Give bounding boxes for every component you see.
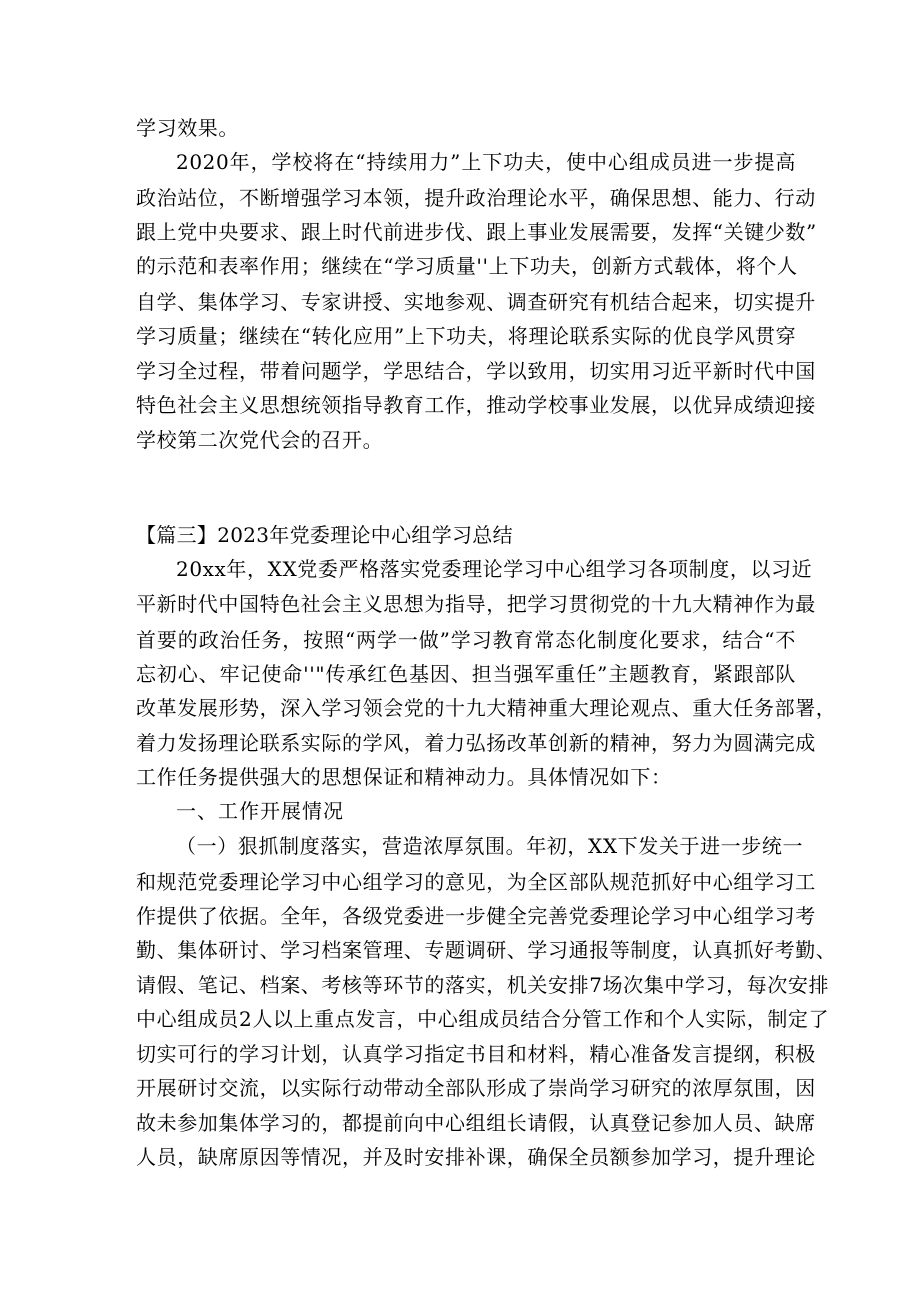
paragraph-3-line: 首要的政治任务，按照“两学一做”学习教育常态化制度化要求，结合“不: [136, 628, 796, 652]
paragraph-4-line: 和规范党委理论学习中心组学习的意见，为全区部队规范抓好中心组学习工: [136, 870, 816, 894]
paragraph-4-line: 开展研讨交流，以实际行动带动全部队形成了崇尚学习研究的浓厚氛围，因: [136, 1076, 816, 1100]
paragraph-3-line: 平新时代中国特色社会主义思想为指导，把学习贯彻党的十九大精神作为最: [136, 592, 816, 616]
paragraph-2-line: 自学、集体学习、专家讲授、实地参观、调查研究有机结合起来，切实提升: [136, 290, 816, 314]
section-subheading: 一、工作开展情况: [176, 799, 344, 823]
paragraph-2-line: 的示范和表率作用；继续在“学习质量''上下功夫，创新方式载体，将个人: [136, 254, 798, 278]
paragraph-2-line: 学校第二次党代会的召开。: [136, 428, 384, 452]
paragraph-4-line: 作提供了依据。全年，各级党委进一步健全完善党委理论学习中心组学习考: [136, 904, 816, 928]
paragraph-3-line: 改革发展形势，深入学习领会党的十九大精神重大理论观点、重大任务部署，: [136, 696, 837, 720]
paragraph-4-line: （一）狠抓制度落实，营造浓厚氛围。年初，XX下发关于进一步统一: [176, 834, 804, 858]
paragraph-3-line: 忘初心、牢记使命''"传承红色基因、担当强军重任”主题教育，紧跟部队: [136, 662, 796, 686]
paragraph-4-line: 请假、笔记、档案、考核等环节的落实，机关安排7场次集中学习，每次安排: [136, 973, 830, 997]
paragraph-3-line: 着力发扬理论联系实际的学风，着力弘扬改革创新的精神，努力为圆满完成: [136, 731, 816, 755]
paragraph-2-line: 学习全过程，带着问题学，学思结合，学以致用，切实用习近平新时代中国: [136, 359, 816, 383]
paragraph-4-line: 人员，缺席原因等情况，并及时安排补课，确保全员额参加学习，提升理论: [136, 1145, 816, 1169]
paragraph-4-line: 中心组成员2人以上重点发言，中心组成员结合分管工作和个人实际，制定了: [136, 1007, 830, 1031]
paragraph-2-line: 学习质量；继续在“转化应用”上下功夫，将理论联系实际的优良学风贯穿: [136, 324, 797, 348]
paragraph-2-line: 政治站位，不断增强学习本领，提升政治理论水平，确保思想、能力、行动: [136, 186, 816, 210]
paragraph-1-line: 学习效果。: [136, 116, 239, 140]
paragraph-2-line: 2020年，学校将在“持续用力”上下功夫，使中心组成员进一步提高: [176, 150, 796, 174]
section-title: 【篇三】2023年党委理论中心组学习总结: [136, 523, 513, 547]
paragraph-3-line: 工作任务提供强大的思想保证和精神动力。具体情况如下：: [136, 765, 672, 789]
paragraph-2-line: 跟上党中央要求、跟上时代前进步伐、跟上事业发展需要，发挥“关键少数”: [136, 220, 817, 244]
paragraph-4-line: 故未参加集体学习的，都提前向中心组组长请假，认真登记参加人员、缺席: [136, 1111, 816, 1135]
paragraph-4-line: 勤、集体研讨、学习档案管理、专题调研、学习通报等制度，认真抓好考勤、: [136, 938, 837, 962]
paragraph-3-line: 20xx年，XX党委严格落实党委理论学习中心组学习各项制度，以习近: [176, 557, 813, 581]
paragraph-2-line: 特色社会主义思想统领指导教育工作，推动学校事业发展，以优异成绩迎接: [136, 393, 816, 417]
paragraph-4-line: 切实可行的学习计划，认真学习指定书目和材料，精心准备发言提纲，积极: [136, 1042, 816, 1066]
